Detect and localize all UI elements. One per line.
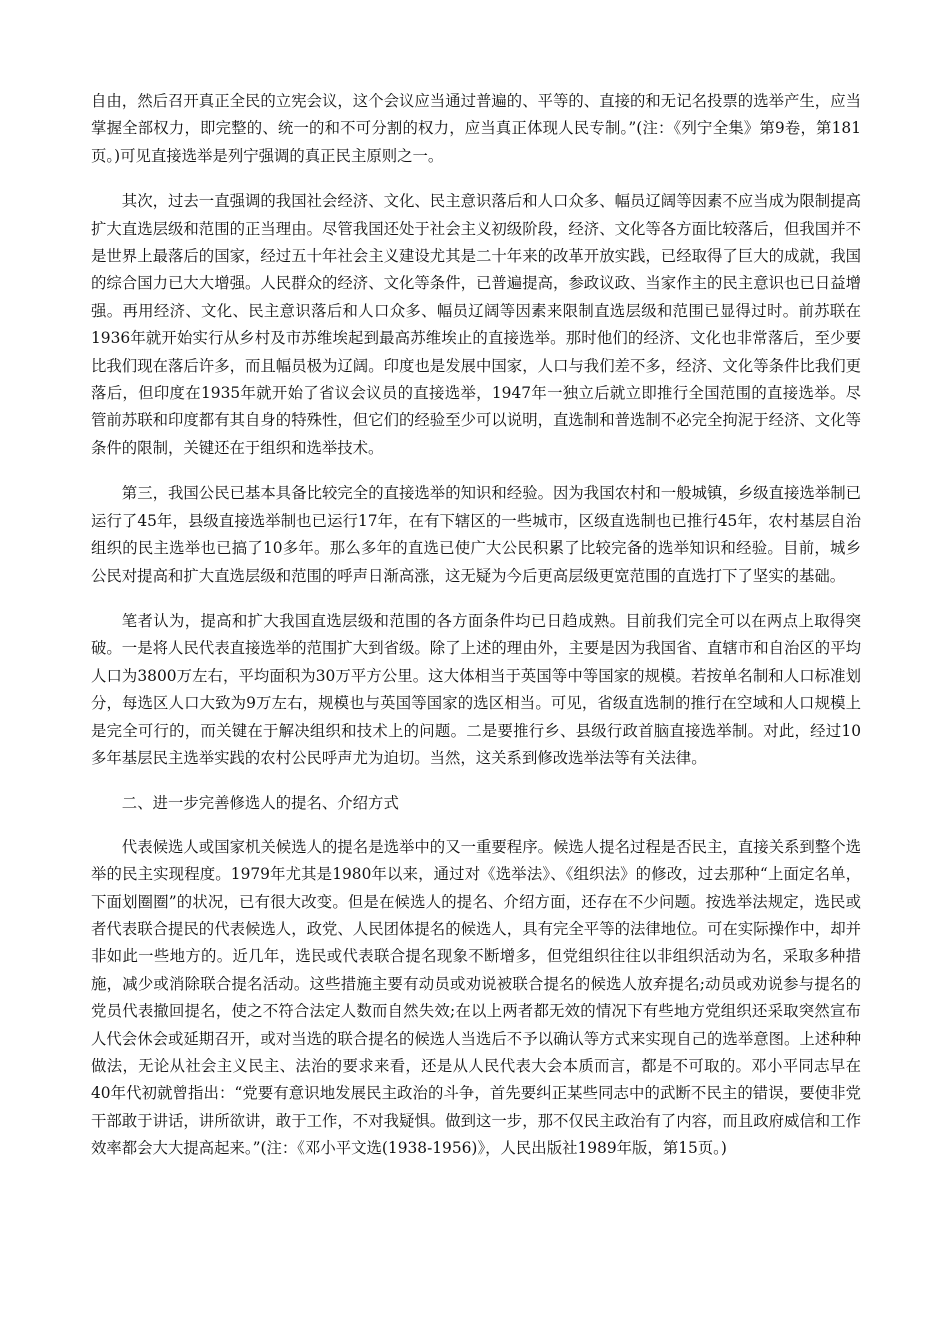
section-heading: 二、进一步完善修选人的提名、介绍方式: [121, 794, 399, 813]
paragraph-author-view: 笔者认为，提高和扩大我国直选层级和范围的各方面条件均已日趋成熟。目前我们完全可以在两点上取得突破。一是将人民代表直接选举的范围扩大到省级。除了上述的理由外，主要是因为我国省、直辖市和自治区的平均人口为3800万左右，平均面积为30万平方公里。这大体相当于英国等中等国家的规模。若按单名制和人口标准划分，每选区人口大致为9万左右，规模也与英国等国家的选区相当。可见，省级直选制的推行在空域和人口规模上是完全可行的，而关键在于解决组织和技术上的问题。二是要推行乡、县级行政首脑直接选举制。对此，经过10多年基层民主选举实践的农村公民呼声尤为迫切。当然，这关系到修改选举法等有关法律。: [91, 611, 861, 767]
paragraph-nomination: 代表候选人或国家机关候选人的提名是选举中的又一重要程序。候选人提名过程是否民主，直接关系到整个选举的民主实现程度。1979年尤其是1980年以来，通过对《选举法》、《组织法》的修改，过去那种“上面定名单，下面划圈圈”的状况，已有很大改变。但是在候选人的提名、介绍方面，还存在不少问题。按选举法规定，选民或者代表联合提民的代表候选人，政党、人民团体提名的候选人，具有完全平等的法律地位。可在实际操作中，却并非如此一些地方的。近几年，选民或代表联合提名现象不断增多，但党组织往往以非组织活动为名，采取多种措施，减少或消除联合提名活动。这些措施主要有动员或劝说被联合提名的候选人放弃提名;动员或劝说参与提名的党员代表撤回提名，使之不符合法定人数而自然失效;在以上两者都无效的情况下有些地方党组织还采取突然宣布人代会休会或延期召开，或对当选的联合提名的候选人当选后不予以确认等方式来实现自己的选举意图。上述种种做法，无论从社会主义民主、法治的要求来看，还是从人民代表大会本质而言，都是不可取的。邓小平同志早在40年代初就曾指出：“党要有意识地发展民主政治的斗争，首先要纠正某些同志中的武断不民主的错误，要使非党干部敢于讲话，讲所欲讲，敢于工作，不对我疑惧。做到这一步，那不仅民主政治有了内容，而且政府威信和工作效率都会大大提高起来。”(注：《邓小平文选(1938-1956)》，人民出版社1989年版，第15页。): [91, 837, 861, 1158]
paragraph-continuation: 自由，然后召开真正全民的立宪会议，这个会议应当通过普遍的、平等的、直接的和无记名投票的选举产生，应当掌握全部权力，即完整的、统一的和不可分割的权力，应当真正体现人民专制。”(注：《列宁全集》第9卷，第181页。)可见直接选举是列宁强调的真正民主原则之一。: [91, 92, 861, 165]
document-body: [91, 88, 861, 1163]
paragraph-thirdly: 第三，我国公民已基本具备比较完全的直接选举的知识和经验。因为我国农村和一般城镇，乡级直接选举制已运行了45年，县级直接选举制也已运行17年，在有下辖区的一些城市，区级直选制也已推行45年，农村基层自治组织的民主选举也已搞了10多年。那么多年的直选已使广大公民积累了比较完备的选举知识和经验。目前，城乡公民对提高和扩大直选层级和范围的呼声日渐高涨，这无疑为今后更高层级更宽范围的直选打下了坚实的基础。: [91, 484, 861, 585]
paragraph-secondly: 其次，过去一直强调的我国社会经济、文化、民主意识落后和人口众多、幅员辽阔等因素不应当成为限制提高扩大直选层级和范围的正当理由。尽管我国还处于社会主义初级阶段，经济、文化等各方面比较落后，但我国并不是世界上最落后的国家，经过五十年社会主义建设尤其是二十年来的改革开放实践，已经取得了巨大的成就，我国的综合国力已大大增强。人民群众的经济、文化等条件，已普遍提高，参政议政、当家作主的民主意识也已日益增强。再用经济、文化、民主意识落后和人口众多、幅员辽阔等因素来限制直选层级和范围已显得过时。前苏联在1936年就开始实行从乡村及市苏维埃起到最高苏维埃止的直接选举。那时他们的经济、文化也非常落后，至少要比我们现在落后许多，而且幅员极为辽阔。印度也是发展中国家，人口与我们差不多，经济、文化等条件比我们更落后，但印度在1935年就开始了省议会议员的直接选举，1947年一独立后就立即推行全国范围的直接选举。尽管前苏联和印度都有其自身的特殊性，但它们的经验至少可以说明，直选制和普选制不必完全拘泥于经济、文化等条件的限制，关键还在于组织和选举技术。: [91, 192, 861, 457]
